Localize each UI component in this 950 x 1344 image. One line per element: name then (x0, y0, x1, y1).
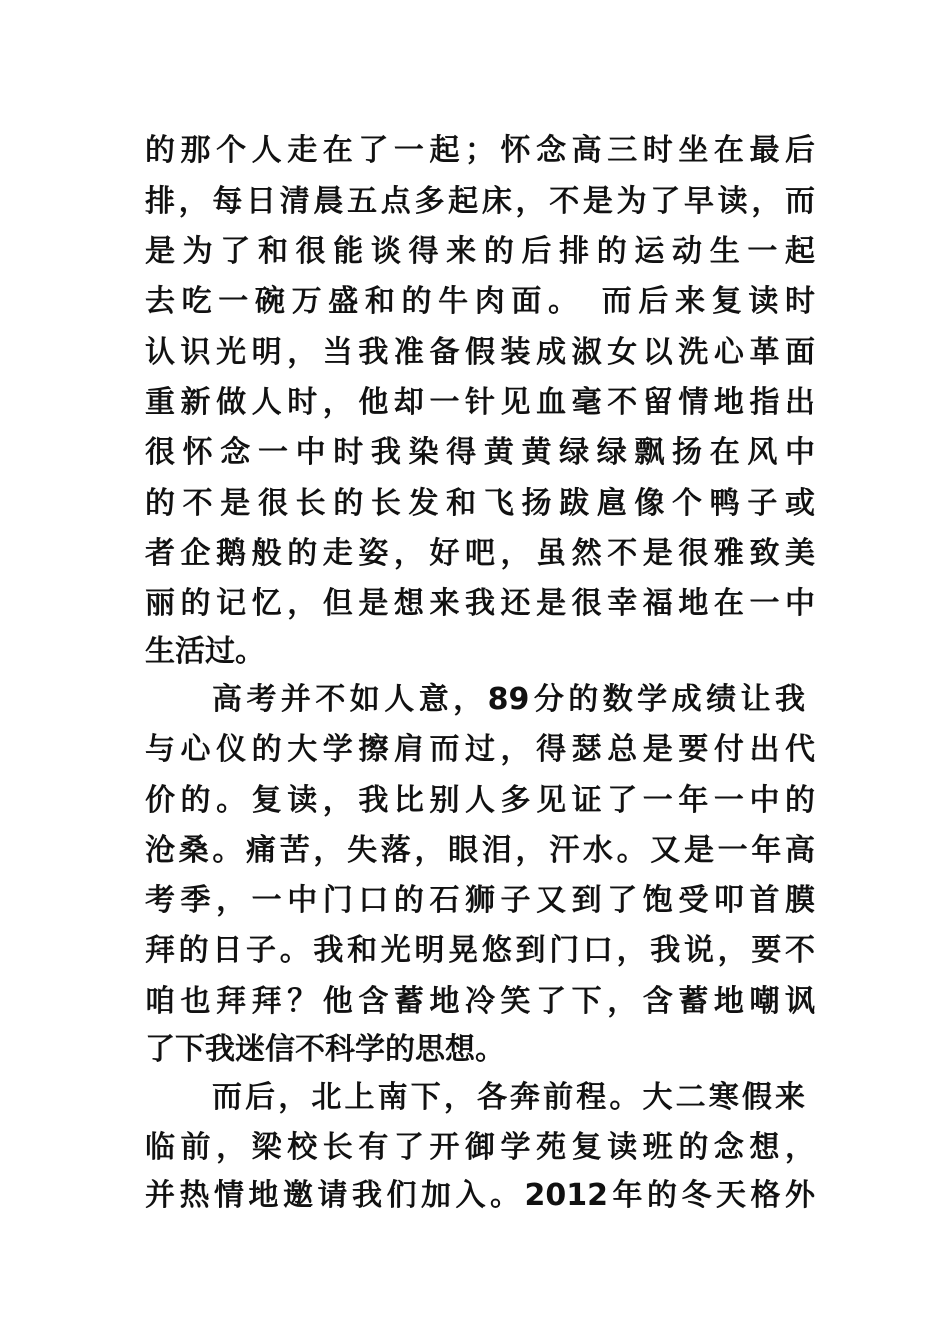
text-line: 咱也拜拜？他含蓄地冷笑了下，含蓄地嘲讽 (145, 984, 815, 1019)
text-line: 拜的日子。我和光明晃悠到门口，我说，要不 (145, 933, 815, 968)
text-line: 者企鹅般的走姿，好吧，虽然不是很雅致美 (145, 536, 815, 571)
text-line: 了下我迷信不科学的思想。 (145, 1032, 505, 1067)
text-line: 很怀念一中时我染得黄黄绿绿飘扬在风中 (145, 435, 815, 470)
text-line: 去吃一碗万盛和的牛肉面。 而后来复读时 (145, 284, 815, 319)
text-line: 是为了和很能谈得来的后排的运动生一起 (145, 234, 815, 269)
text-line: 临前，梁校长有了开御学苑复读班的念想， (145, 1130, 815, 1165)
text-line: 的不是很长的长发和飞扬跋扈像个鸭子或 (145, 486, 815, 521)
text-line: 重新做人时，他却一针见血毫不留情地指出 (145, 385, 815, 420)
text-line: 丽的记忆，但是想来我还是很幸福地在一中 (145, 586, 815, 621)
text-line: 的那个人走在了一起；怀念高三时坐在最后 (145, 133, 815, 168)
text-line: 考季，一中门口的石狮子又到了饱受叩首膜 (145, 883, 815, 918)
text-line: 沧桑。痛苦，失落，眼泪，汗水。又是一年高 (145, 833, 815, 868)
text-line: 并热情地邀请我们加入。2012年的冬天格外 (145, 1178, 815, 1213)
text-line: 认识光明，当我准备假装成淑女以洗心革面 (145, 335, 815, 370)
text-line: 排，每日清晨五点多起床，不是为了早读，而 (145, 184, 815, 219)
text-line: 生活过。 (145, 634, 265, 669)
paragraph-first-line: 而后，北上南下，各奔前程。大二寒假来 (212, 1080, 805, 1115)
text-line: 价的。复读，我比别人多见证了一年一中的 (145, 783, 815, 818)
text-line: 与心仪的大学擦肩而过，得瑟总是要付出代 (145, 732, 815, 767)
paragraph-first-line: 高考并不如人意，89分的数学成绩让我 (212, 682, 805, 717)
